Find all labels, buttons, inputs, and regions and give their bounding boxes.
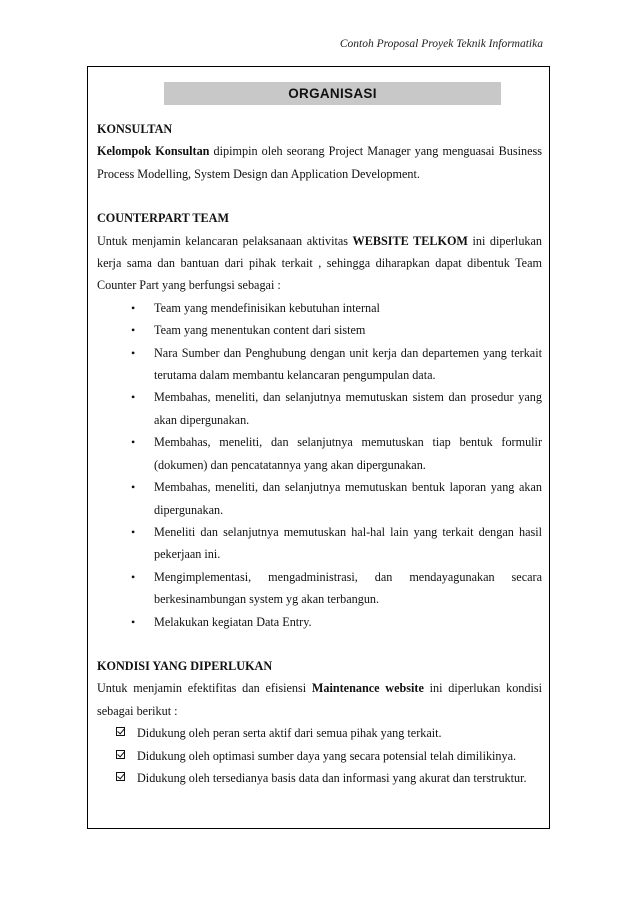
kondisi-text-before: Untuk menjamin efektifitas dan efisiensi: [97, 681, 312, 696]
bullet-icon: •: [131, 524, 136, 539]
counterpart-heading: COUNTERPART TEAM: [97, 211, 229, 226]
list-item: • Membahas, meneliti, dan selanjutnya memutuskan tiap bentuk formulir (dokumen) dan pencatatannya yang akan dipergunakan.: [97, 431, 542, 476]
list-item: Didukung oleh optimasi sumber daya yang secara potensial telah dimilikinya.: [97, 745, 542, 767]
kondisi-text-after: ini diperlukan kondisi sebagai berikut :: [97, 681, 542, 718]
document-header-note: Contoh Proposal Proyek Teknik Informatika: [339, 38, 543, 50]
list-item: • Mengimplementasi, mengadministrasi, dan mendayagunakan secara berkesinambungan system yg akan terbangun.: [97, 566, 542, 611]
list-item: • Team yang mendefinisikan kebutuhan internal: [97, 297, 542, 319]
bullet-icon: •: [131, 480, 136, 495]
konsultan-paragraph: [97, 140, 542, 185]
bullet-icon: •: [131, 390, 136, 405]
bullet-icon: •: [131, 614, 136, 629]
kondisi-bold: Maintenance website: [311, 681, 424, 696]
list-item: Didukung oleh peran serta aktif dari semua pihak yang terkait.: [97, 722, 542, 744]
list-item: Didukung oleh tersedianya basis data dan informasi yang akurat dan terstruktur.: [97, 767, 542, 789]
kondisi-paragraph: [97, 677, 542, 722]
list-item: • Membahas, meneliti, dan selanjutnya memutuskan bentuk laporan yang akan dipergunakan.: [97, 476, 542, 521]
counterpart-bullet-list: [97, 297, 542, 633]
checkbox-checked-icon: [116, 727, 125, 736]
content-frame: [87, 66, 550, 829]
bullet-icon: •: [131, 323, 136, 338]
bullet-icon: •: [131, 345, 136, 360]
list-item: • Meneliti dan selanjutnya memutuskan hal-hal lain yang terkait dengan hasil pekerjaan ini.: [97, 521, 542, 566]
konsultan-heading: KONSULTAN: [97, 122, 173, 136]
counterpart-bold: WEBSITE TELKOM: [352, 233, 468, 248]
list-item: • Nara Sumber dan Penghubung dengan unit kerja dan departemen yang terkait terutama dalam membantu kelancaran pengumpulan data.: [97, 342, 542, 387]
kondisi-heading: KONDISI YANG DIPERLUKAN: [97, 658, 273, 673]
list-item: • Team yang menentukan content dari sistem: [97, 319, 542, 341]
konsultan-lead-bold: Kelompok Konsultan: [97, 144, 210, 159]
kondisi-checklist: [97, 722, 542, 789]
list-item: • Melakukan kegiatan Data Entry.: [97, 611, 542, 633]
bullet-icon: •: [131, 435, 136, 450]
counterpart-text-before: Untuk menjamin kelancaran pelaksanaan aktivitas: [97, 233, 353, 248]
section-banner-title: ORGANISASI: [164, 82, 501, 105]
counterpart-text-after: ini diperlukan kerja sama dan bantuan dari pihak terkait , sehingga diharapkan dapat dibentuk Team Counter Part yang berfungsi sebagai :: [97, 233, 543, 293]
bullet-icon: •: [131, 569, 136, 584]
list-item: • Membahas, meneliti, dan selanjutnya memutuskan sistem dan prosedur yang akan dipergunakan.: [97, 386, 542, 431]
counterpart-paragraph: [97, 230, 542, 297]
checkbox-checked-icon: [116, 772, 125, 781]
bullet-icon: •: [131, 300, 136, 315]
checkbox-checked-icon: [116, 750, 125, 759]
konsultan-text: dipimpin oleh seorang Project Manager yang menguasai Business Process Modelling, System Design dan Application Development.: [97, 144, 542, 181]
document-body: [97, 118, 542, 789]
